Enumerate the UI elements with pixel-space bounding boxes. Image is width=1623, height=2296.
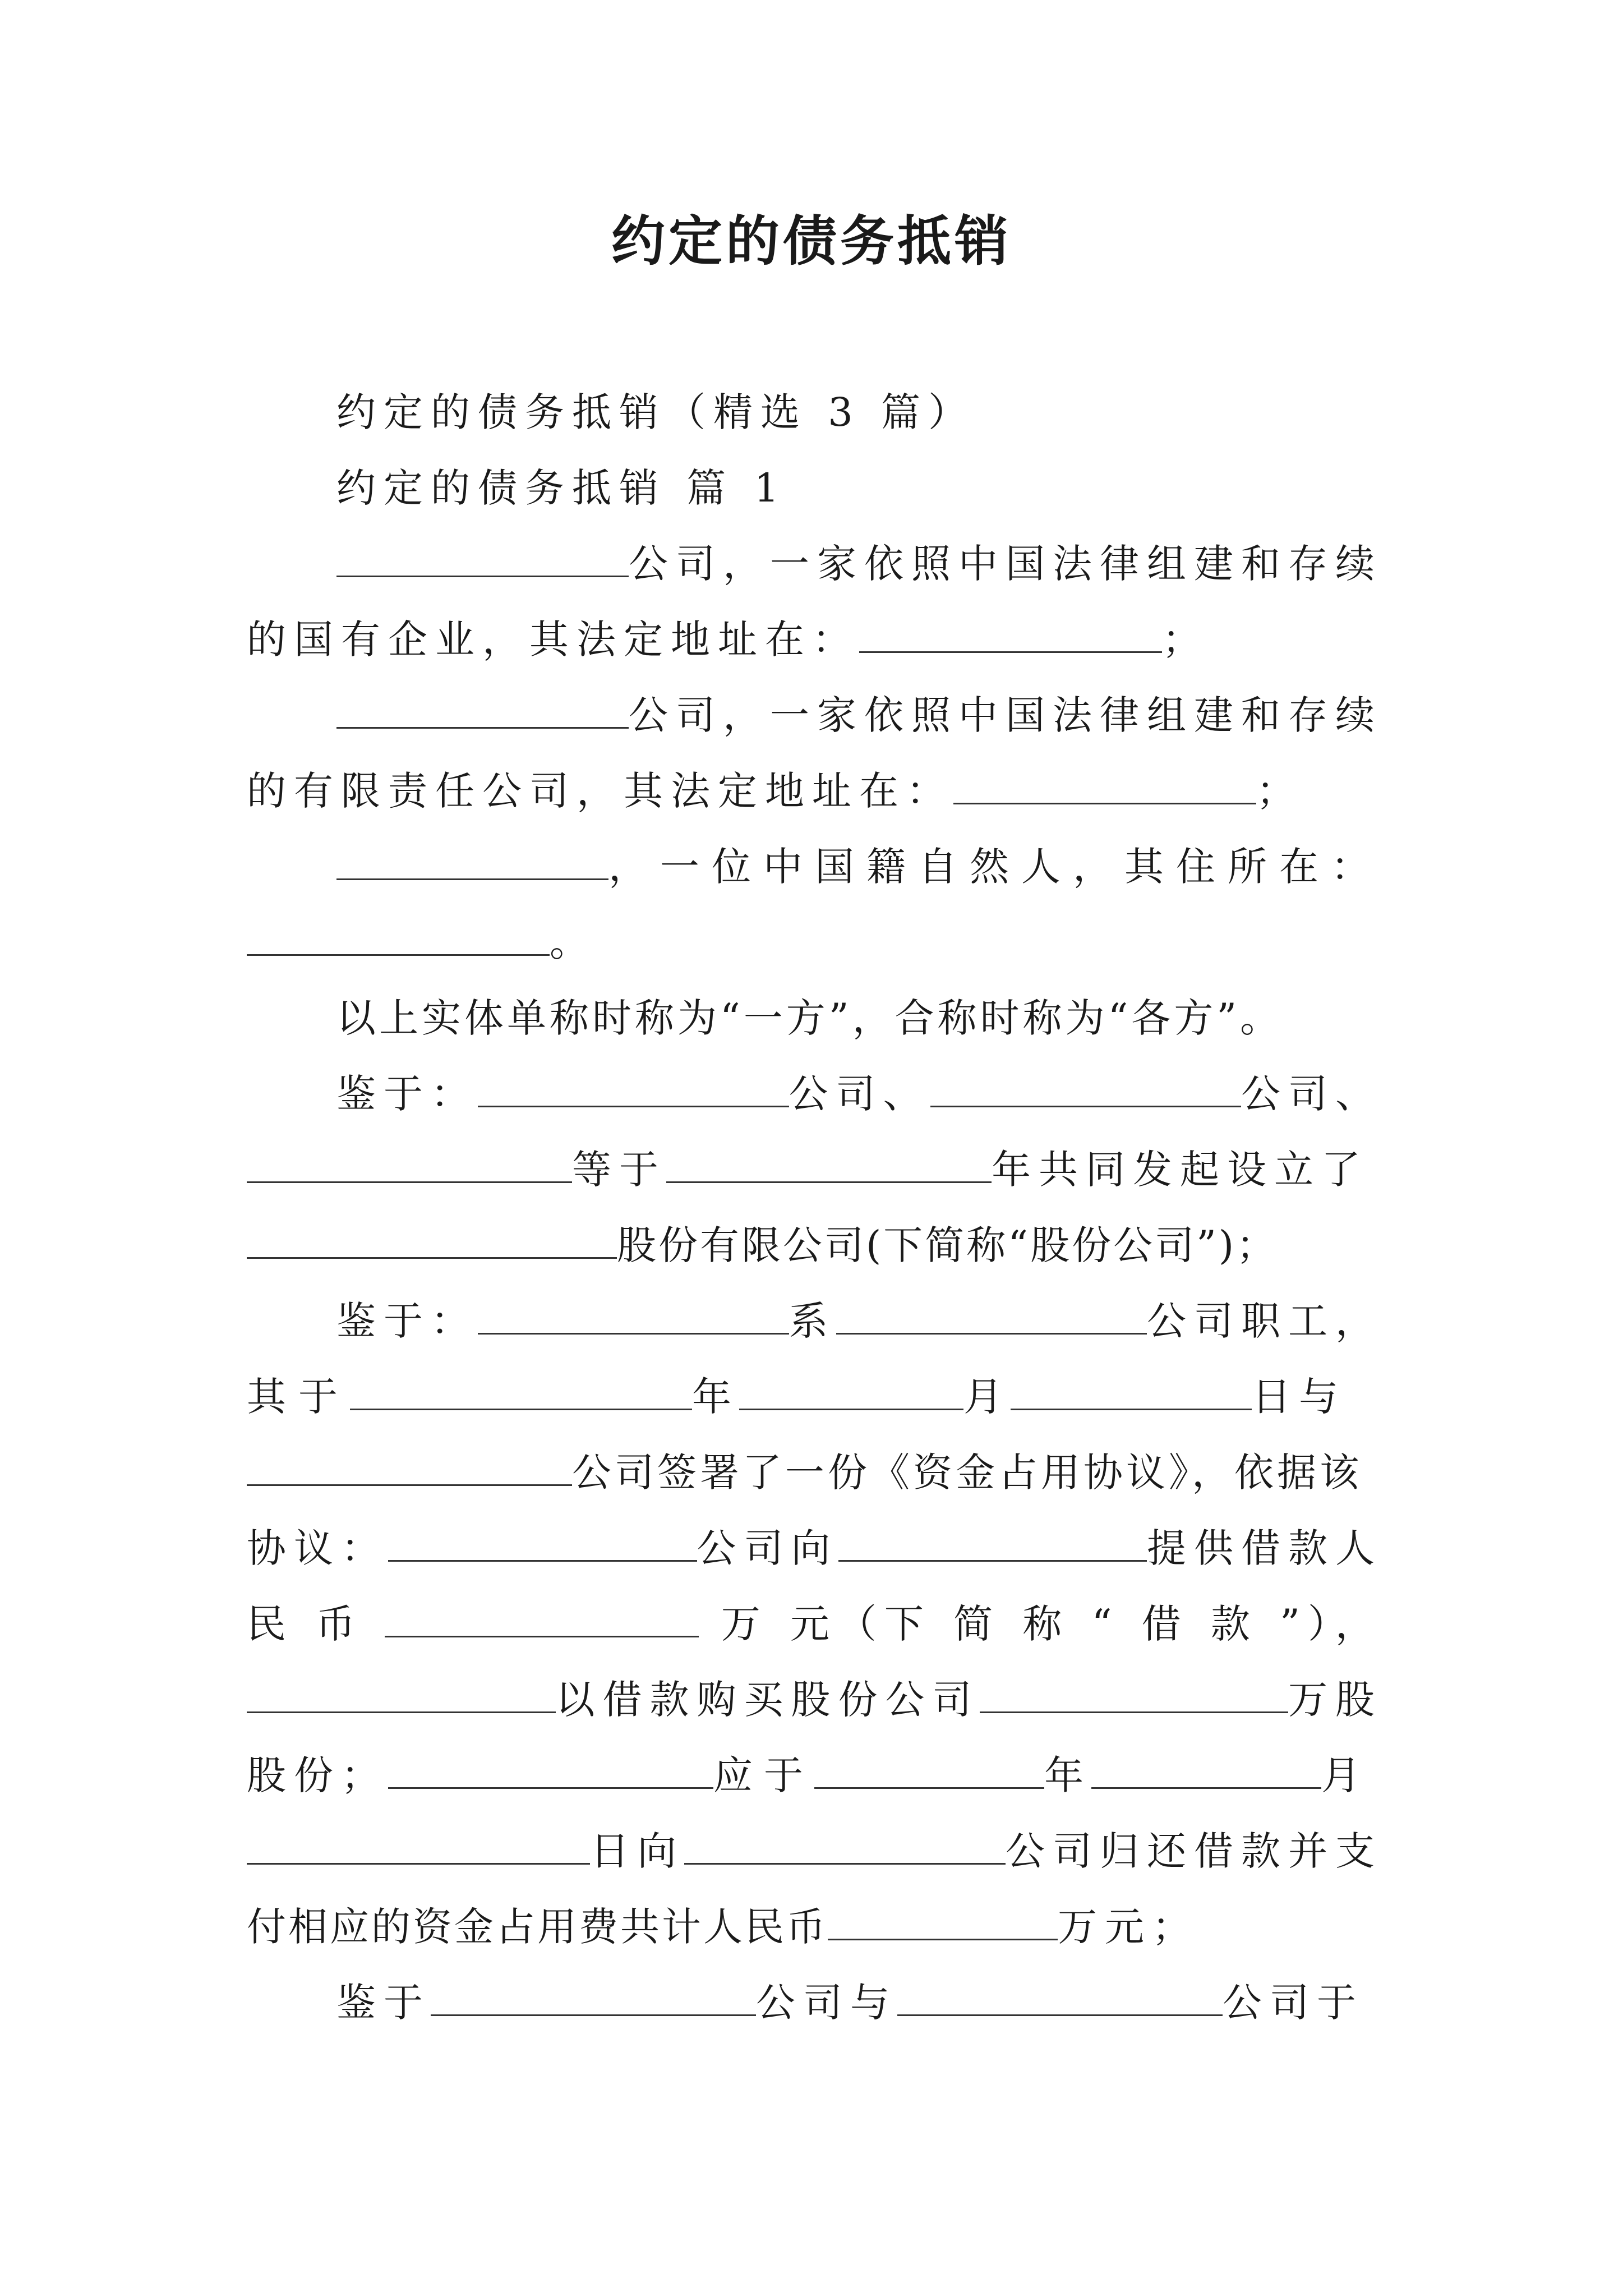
party-1-line-2 [247,609,1382,670]
blank-field [953,765,1256,804]
whereas-2-line-9 [247,1896,1382,1958]
text-fragment: 公司签署了一份《资金占用协议》，依据该 [572,1450,1362,1496]
blank-field [247,1219,617,1259]
punctuation: ； [1162,616,1209,662]
text-fragment: 日与 [1252,1374,1346,1420]
subtitle: 约定的债务抵销（精选 3 篇） [336,389,976,435]
text-fragment: ”）， [1280,1601,1382,1647]
definition-text: 以上实体单称时称为“一方”，合称时称为“各方”。 [336,995,1283,1041]
punctuation: ； [1256,768,1303,814]
party-3-text: ，一位中国籍自然人，其住所在： [608,844,1382,890]
blank-field [838,1522,1147,1562]
text-fragment: 公司、 [1241,1071,1382,1117]
punctuation: 。 [550,919,597,965]
blank-field [431,1976,756,2016]
party-2-line-1 [247,684,1382,746]
blank-field [247,1673,556,1713]
text-fragment: 年 [692,1374,739,1420]
whereas-label: 鉴于： [336,1298,478,1344]
party-1-address-label: 的国有企业，其法定地址在： [247,616,859,662]
text-fragment: 等于 [572,1147,666,1193]
blank-field [836,1295,1147,1335]
text-fragment: 提供借款人 [1147,1525,1382,1571]
blank-field [1011,1370,1252,1410]
party-1-text: 公司，一家依照中国法律组建和存续 [629,541,1382,587]
blank-field [247,1143,572,1183]
blank-field [828,1901,1058,1940]
blank-field [478,1295,789,1335]
whereas-1-line-2 [247,1139,1382,1200]
section-heading: 约定的债务抵销 篇 1 [336,465,787,511]
blank-field [388,1522,697,1562]
blank-field [859,613,1162,653]
text-fragment: 公司归还借款并支 [1006,1828,1382,1874]
text-fragment: 币 [316,1601,363,1647]
whereas-label: 鉴于 [336,1980,431,2026]
blank-field [1091,1749,1321,1789]
whereas-2-line-3 [247,1442,1382,1503]
text-fragment: 元（下 [790,1601,932,1647]
blank-field [478,1068,789,1107]
text-fragment: 万元； [1058,1904,1199,1950]
blank-field [684,1825,1006,1865]
text-fragment: 民 [247,1601,294,1647]
blank-field [666,1143,992,1183]
section-heading-line [247,457,1382,519]
document-title: 约定的债务抵销 [611,209,1012,273]
text-fragment: “ [1091,1601,1120,1647]
text-fragment: 公司、 [789,1071,930,1117]
whereas-3-line-1 [247,1972,1382,2033]
blank-field [336,840,608,880]
whereas-2-line-1 [247,1290,1382,1352]
text-fragment: 其于 [247,1374,350,1420]
whereas-2-line-8 [247,1820,1382,1882]
blank-field [980,1673,1289,1713]
text-fragment: 公司职工， [1147,1298,1382,1344]
text-fragment: 公司向 [697,1525,838,1571]
blank-field [336,537,629,577]
definition-line [247,987,1382,1049]
text-fragment: 万 [721,1601,768,1647]
blank-field [930,1068,1242,1107]
text-fragment: 简 [953,1601,1001,1647]
text-fragment: 月 [963,1374,1011,1420]
blank-field [814,1749,1044,1789]
text-fragment: 日向 [590,1828,685,1874]
text-fragment: 协议： [247,1525,388,1571]
blank-field [247,1825,590,1865]
party-3-line-2 [247,912,1382,973]
party-1-line-1 [247,533,1382,595]
text-fragment: 系 [789,1298,836,1344]
whereas-1-line-3 [247,1214,1382,1276]
text-fragment: 称 [1022,1601,1070,1647]
text-fragment: 公司于 [1223,1980,1364,2026]
blank-field [247,1446,572,1486]
whereas-2-line-5 [247,1593,1382,1655]
text-fragment: 付相应的资金占用费共计人民币 [247,1904,828,1950]
whereas-label: 鉴于： [336,1071,478,1117]
text-fragment: 款 [1210,1601,1258,1647]
blank-field [388,1749,713,1789]
whereas-1-line-1 [247,1063,1382,1125]
text-fragment: 年共同发起设立了 [992,1147,1368,1193]
blank-field [897,1976,1223,2016]
text-fragment: 年 [1044,1752,1091,1798]
text-fragment: 月 [1321,1752,1368,1798]
whereas-2-line-6 [247,1669,1382,1731]
blank-field [336,689,629,729]
subtitle-line [247,381,1382,443]
party-2-text: 公司，一家依照中国法律组建和存续 [629,692,1382,738]
blank-field [739,1370,963,1410]
blank-field [350,1370,692,1410]
blank-field [385,1598,699,1637]
text-fragment: 股份有限公司(下简称“股份公司”)； [617,1222,1278,1268]
whereas-2-line-4 [247,1517,1382,1579]
blank-field [247,916,550,956]
whereas-2-line-7 [247,1745,1382,1806]
text-fragment: 应于 [713,1752,814,1798]
party-2-address-label: 的有限责任公司，其法定地址在： [247,768,953,814]
text-fragment: 公司与 [756,1980,897,2026]
party-2-line-2 [247,760,1382,822]
text-fragment: 借 [1141,1601,1189,1647]
whereas-2-line-2 [247,1366,1382,1428]
text-fragment: 万股 [1288,1677,1382,1723]
text-fragment: 以借款购买股份公司 [555,1677,980,1723]
party-3-line-1 [247,836,1382,898]
text-fragment: 股份； [247,1752,388,1798]
